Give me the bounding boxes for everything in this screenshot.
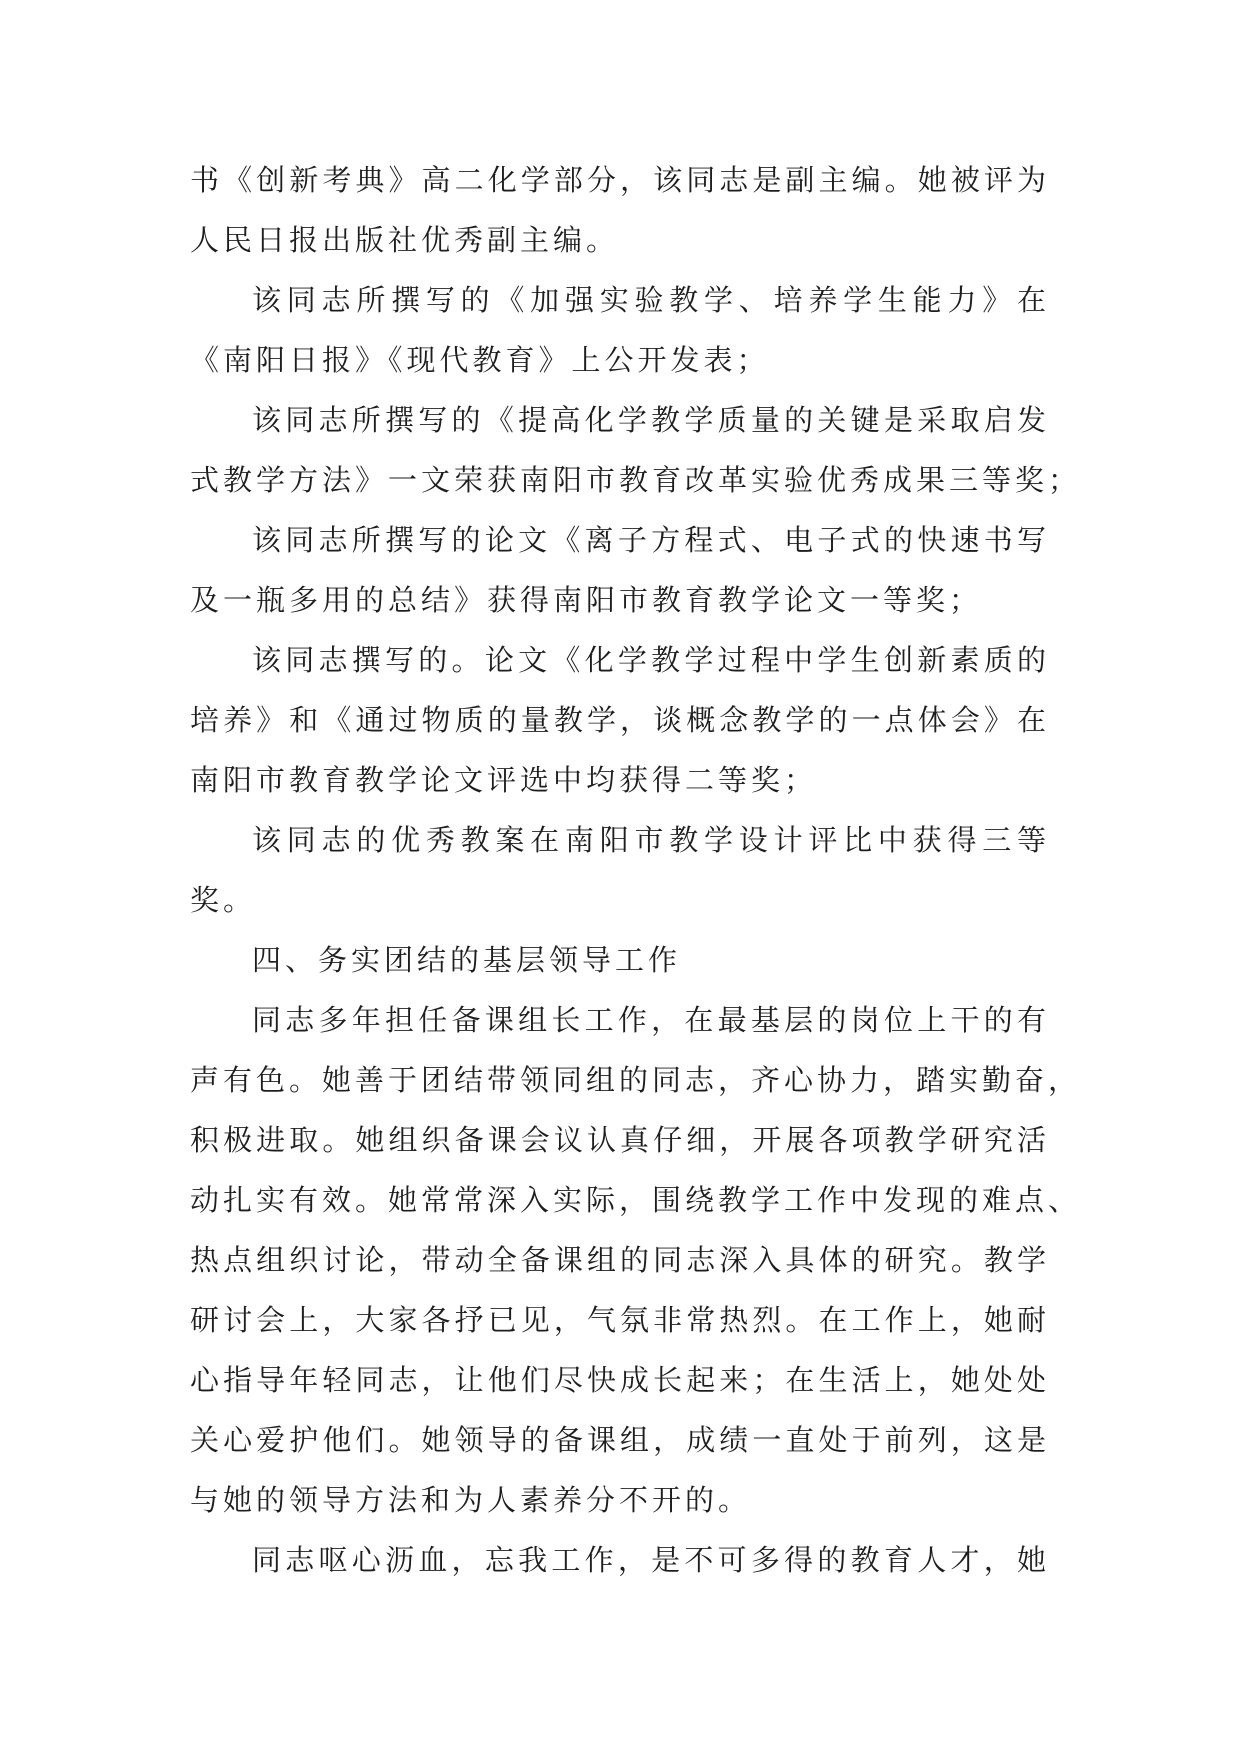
text-line: 动扎实有效。她常常深入实际，围绕教学工作中发现的难点、 <box>190 1183 1082 1217</box>
text-line: 声有色。她善于团结带领同组的同志，齐心协力，踏实勤奋， <box>190 1063 1082 1097</box>
paragraph-first-line: 同志多年担任备课组长工作，在最基层的岗位上干的有 <box>252 1003 1050 1037</box>
text-line: 奖。 <box>190 883 257 917</box>
paragraph-first-line: 同志呕心沥血，忘我工作，是不可多得的教育人才，她 <box>252 1543 1050 1577</box>
text-line: 人民日报出版社优秀副主编。 <box>190 223 620 257</box>
text-line: 《南阳日报》《现代教育》上公开发表； <box>190 343 770 377</box>
paragraph-first-line: 该同志所撰写的《提高化学教学质量的关键是采取启发 <box>252 403 1050 437</box>
text-line: 式教学方法》一文荣获南阳市教育改革实验优秀成果三等奖； <box>190 463 1082 497</box>
text-line: 积极进取。她组织备课会议认真仔细，开展各项教学研究活 <box>190 1123 1050 1157</box>
paragraph-first-line: 该同志所撰写的《加强实验教学、培养学生能力》在 <box>252 283 1050 317</box>
section-heading: 四、务实团结的基层领导工作 <box>252 943 682 977</box>
paragraph-first-line: 该同志所撰写的论文《离子方程式、电子式的快速书写 <box>252 523 1050 557</box>
text-line: 与她的领导方法和为人素养分不开的。 <box>190 1483 752 1517</box>
paragraph-first-line: 该同志撰写的。论文《化学教学过程中学生创新素质的 <box>252 643 1050 677</box>
text-line: 研讨会上，大家各抒已见，气氛非常热烈。在工作上，她耐 <box>190 1303 1050 1337</box>
text-line: 及一瓶多用的总结》获得南阳市教育教学论文一等奖； <box>190 583 983 617</box>
paragraph-first-line: 该同志的优秀教案在南阳市教学设计评比中获得三等 <box>252 823 1050 857</box>
text-line: 热点组织讨论，带动全备课组的同志深入具体的研究。教学 <box>190 1243 1050 1277</box>
text-line: 书《创新考典》高二化学部分，该同志是副主编。她被评为 <box>190 163 1050 197</box>
document-body <box>190 150 1082 1590</box>
text-line: 心指导年轻同志，让他们尽快成长起来；在生活上，她处处 <box>190 1363 1050 1397</box>
text-line: 南阳市教育教学论文评选中均获得二等奖； <box>190 763 818 797</box>
text-line: 培养》和《通过物质的量教学，谈概念教学的一点体会》在 <box>190 703 1050 737</box>
text-line: 关心爱护他们。她领导的备课组，成绩一直处于前列，这是 <box>190 1423 1050 1457</box>
